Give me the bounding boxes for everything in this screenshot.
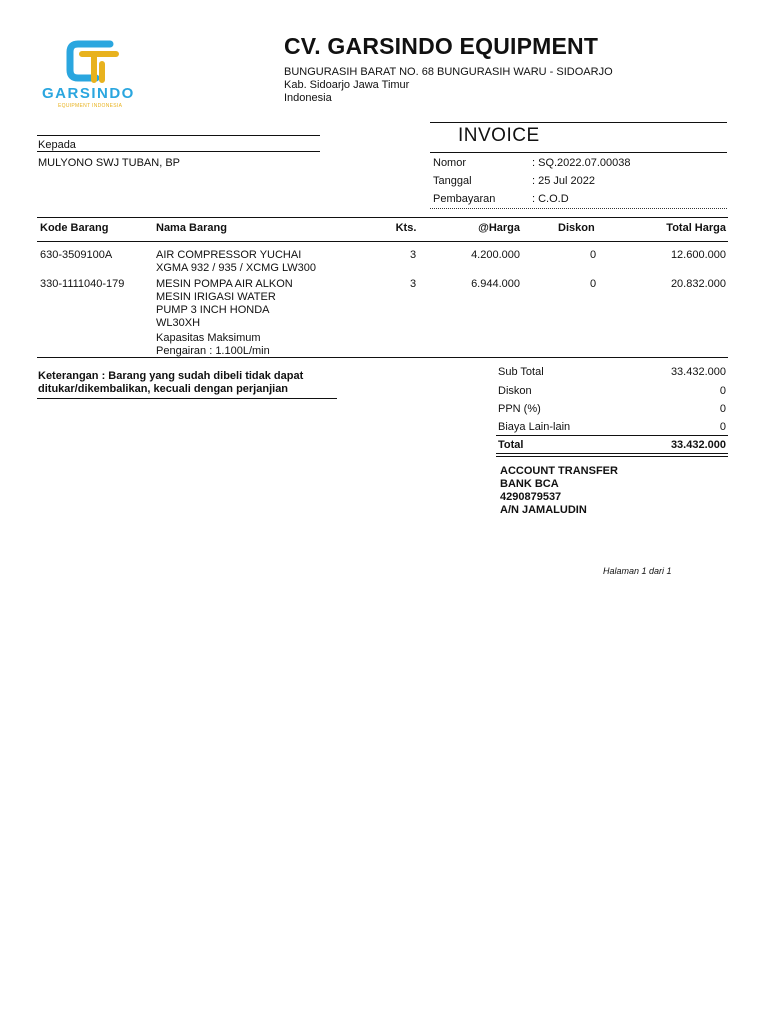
subtotal-label: Sub Total bbox=[498, 366, 544, 378]
table-row-1-qty: 3 bbox=[409, 249, 417, 261]
ppn-value: 0 bbox=[719, 403, 726, 415]
col-header-price: @Harga bbox=[478, 222, 520, 234]
page-number: Halaman 1 dari 1 bbox=[603, 566, 672, 576]
company-name: CV. GARSINDO EQUIPMENT bbox=[284, 33, 599, 59]
invoice-meta-dotted-rule bbox=[430, 208, 727, 209]
table-row-1-code: 630-3509100A bbox=[40, 249, 113, 261]
company-logo bbox=[64, 36, 122, 84]
customer-label-rule bbox=[37, 151, 320, 152]
garsindo-logo-icon bbox=[64, 36, 122, 84]
invoice-title-rule bbox=[430, 152, 727, 153]
table-row-2-discount: 0 bbox=[590, 278, 597, 290]
other-fees-value: 0 bbox=[719, 421, 726, 433]
invoice-title: INVOICE bbox=[458, 125, 540, 146]
grand-total-value: 33.432.000 bbox=[670, 439, 726, 451]
table-top-rule bbox=[37, 217, 728, 218]
company-address-line-3: Indonesia bbox=[284, 92, 332, 104]
col-header-discount: Diskon bbox=[558, 222, 595, 234]
bank-line-2: BANK BCA bbox=[500, 478, 559, 490]
discount-total-label: Diskon bbox=[498, 385, 532, 397]
col-header-total: Total Harga bbox=[666, 222, 726, 234]
total-bottom-rule-1 bbox=[496, 453, 728, 454]
bank-line-1: ACCOUNT TRANSFER bbox=[500, 465, 618, 477]
invoice-number-value: : SQ.2022.07.00038 bbox=[532, 157, 631, 169]
invoice-payment-label: Pembayaran bbox=[433, 193, 496, 205]
invoice-date-label: Tanggal bbox=[433, 175, 472, 187]
customer-top-rule bbox=[37, 135, 320, 136]
company-address-line-1: BUNGURASIH BARAT NO. 68 BUNGURASIH WARU - SIDOARJO bbox=[284, 66, 613, 78]
table-row-2-name-line-1: MESIN POMPA AIR ALKON bbox=[156, 278, 293, 290]
table-row-1-discount: 0 bbox=[590, 249, 597, 261]
bank-line-4: A/N JAMALUDIN bbox=[500, 504, 587, 516]
table-row-1-name-line-1: AIR COMPRESSOR YUCHAI bbox=[156, 249, 302, 261]
table-row-2-qty: 3 bbox=[409, 278, 417, 290]
table-row-1-total: 12.600.000 bbox=[670, 249, 726, 261]
ppn-label: PPN (%) bbox=[498, 403, 541, 415]
table-row-1-name-line-2: XGMA 932 / 935 / XCMG LW300 bbox=[156, 262, 316, 274]
note-rule bbox=[37, 398, 337, 399]
customer-label: Kepada bbox=[38, 139, 76, 151]
table-row-2-total: 20.832.000 bbox=[670, 278, 726, 290]
table-row-1-price: 4.200.000 bbox=[471, 249, 520, 261]
total-top-rule bbox=[496, 435, 728, 436]
table-row-2-price: 6.944.000 bbox=[471, 278, 520, 290]
note-line-2: ditukar/dikembalikan, kecuali dengan perjanjian bbox=[38, 383, 289, 395]
customer-name: MULYONO SWJ TUBAN, BP bbox=[38, 157, 181, 169]
logo-tagline: EQUIPMENT INDONESIA bbox=[58, 103, 123, 109]
invoice-number-label: Nomor bbox=[433, 157, 467, 169]
table-row-2-name-line-5: Kapasitas Maksimum bbox=[156, 332, 261, 344]
table-row-2-code: 330-1111040-179 bbox=[40, 278, 125, 290]
bank-line-3: 4290879537 bbox=[500, 491, 562, 503]
subtotal-value: 33.432.000 bbox=[670, 366, 726, 378]
invoice-payment-value: : C.O.D bbox=[532, 193, 569, 205]
logo-wordmark: GARSINDO bbox=[42, 85, 135, 102]
invoice-date-value: : 25 Jul 2022 bbox=[532, 175, 595, 187]
total-bottom-rule-2 bbox=[496, 456, 728, 457]
col-header-qty: Kts. bbox=[395, 222, 417, 234]
col-header-code: Kode Barang bbox=[40, 222, 109, 234]
col-header-name: Nama Barang bbox=[156, 222, 227, 234]
invoice-top-rule bbox=[430, 122, 727, 123]
table-row-2-name-line-3: PUMP 3 INCH HONDA bbox=[156, 304, 270, 316]
table-row-2-name-line-4: WL30XH bbox=[156, 317, 201, 329]
note-line-1: Keterangan : Barang yang sudah dibeli tidak dapat bbox=[38, 370, 304, 382]
discount-total-value: 0 bbox=[719, 385, 726, 397]
other-fees-label: Biaya Lain-lain bbox=[498, 421, 571, 433]
table-header-rule bbox=[37, 241, 728, 242]
table-bottom-rule bbox=[37, 357, 728, 358]
company-address-line-2: Kab. Sidoarjo Jawa Timur bbox=[284, 79, 410, 91]
grand-total-label: Total bbox=[498, 439, 524, 451]
table-row-2-name-line-6: Pengairan : 1.100L/min bbox=[156, 345, 270, 357]
table-row-2-name-line-2: MESIN IRIGASI WATER bbox=[156, 291, 276, 303]
